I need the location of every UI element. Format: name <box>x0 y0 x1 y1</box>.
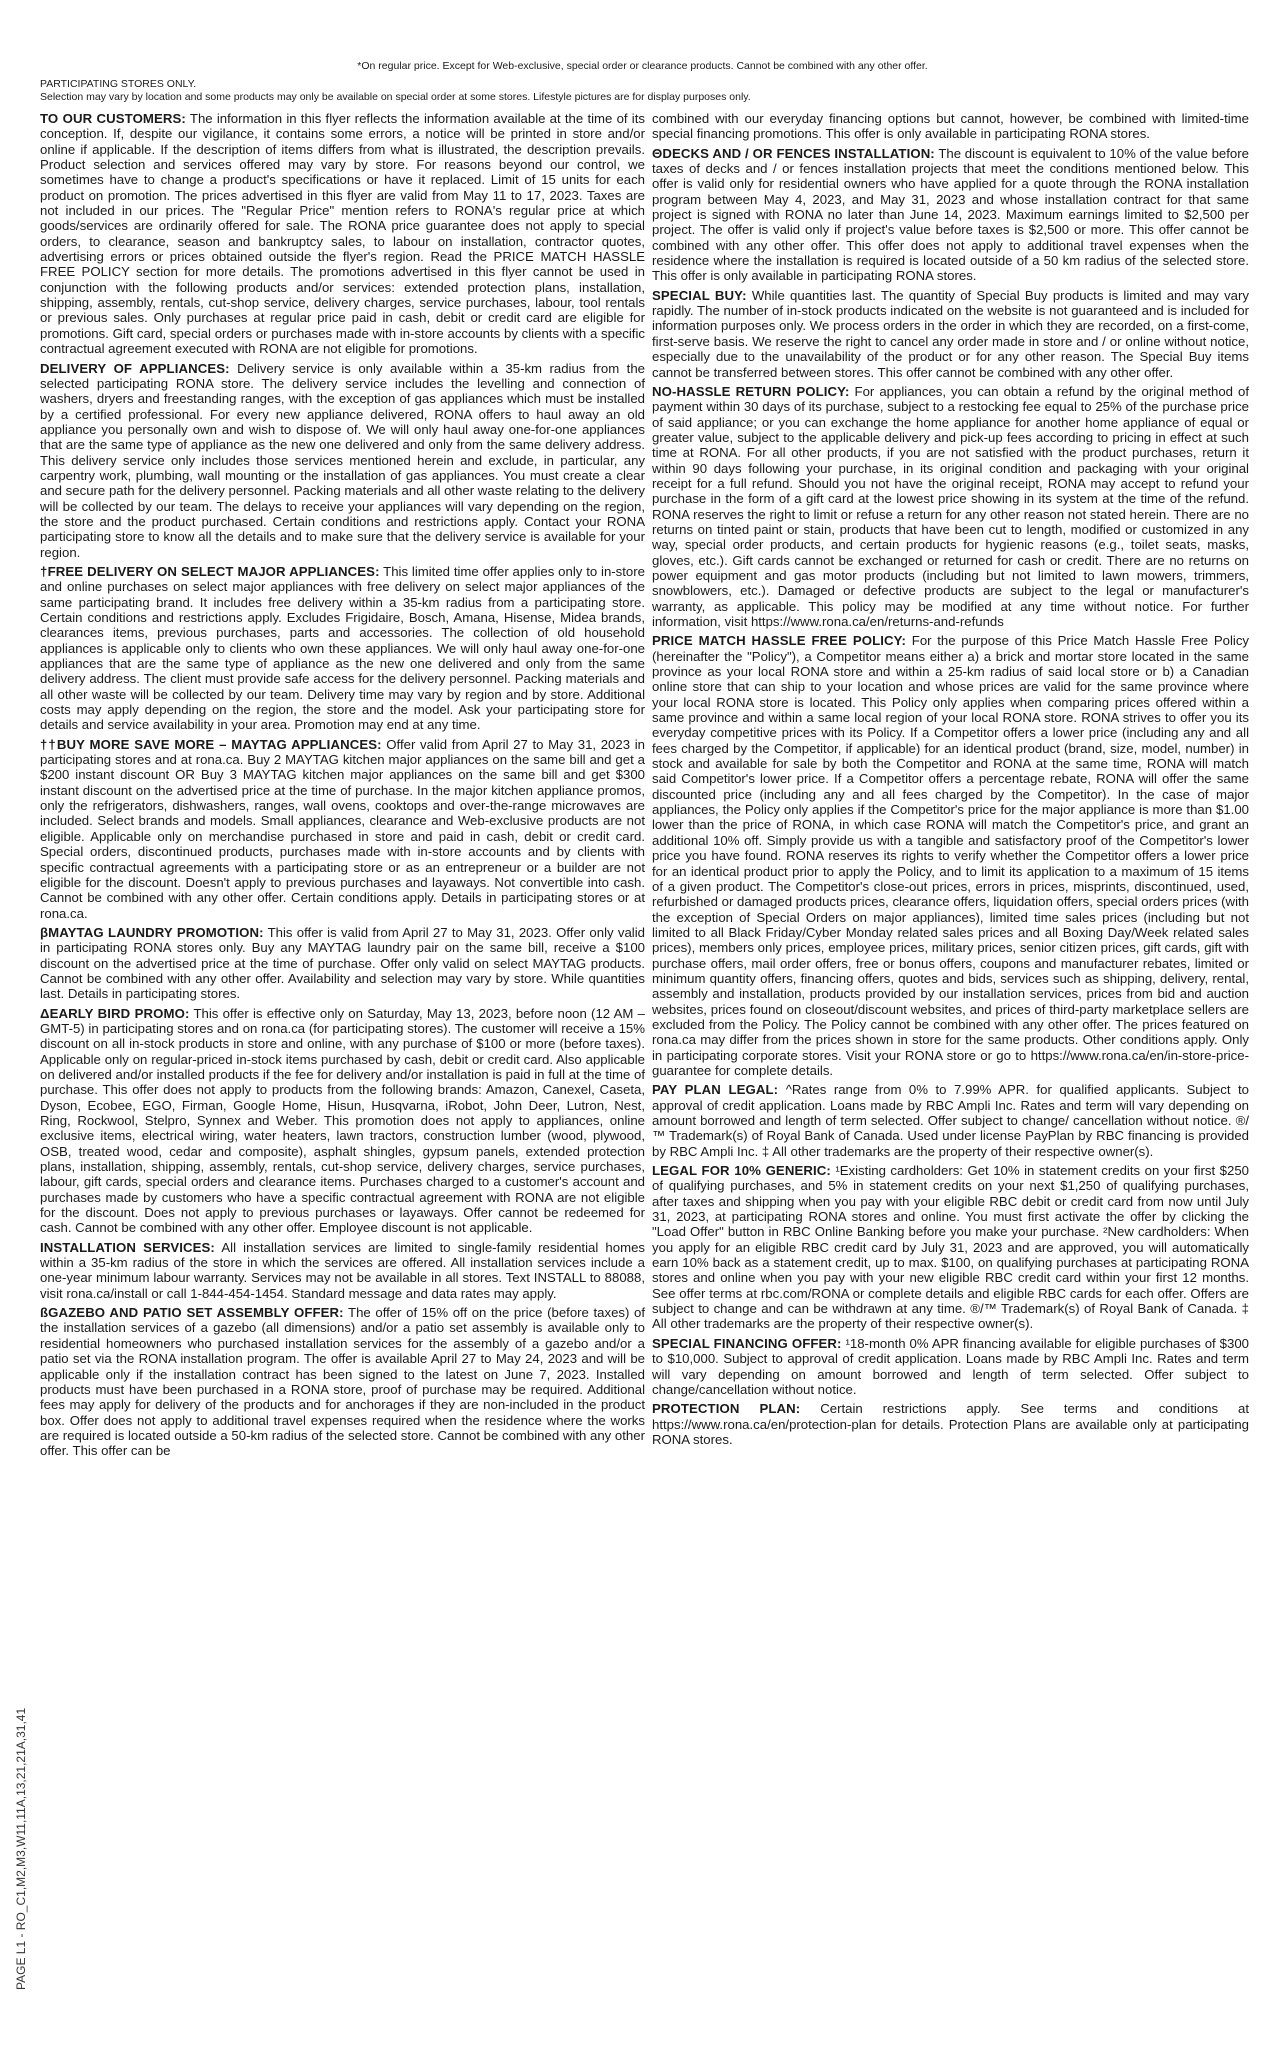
paragraph-heading: ΘDECKS AND / OR FENCES INSTALLATION: <box>652 145 935 161</box>
legal-paragraph <box>652 1163 1249 1332</box>
legal-paragraph <box>652 384 1249 630</box>
paragraph-text: Delivery service is only available within a 35-km radius from the selected participating RONA store. The delivery service includes the levelling and connection of washers, dryers and freestanding ranges, with the exception of gas appliances which must be installed by a certified professional. For every new appliance delivered, RONA offers to haul away an old appliance you personally own and wish to dispose of. We will only haul away one-for-one appliances that are the same type of appliance as the new one delivered and only from the same delivery address. This delivery service only includes those services mentioned herein and exclude, in particular, any carpentry work, plumbing, wall mounting or the installation of gas appliances. You must create a clear and secure path for the delivery personnel. Packing materials and all other waste relating to the delivery will be collected by our team. The delays to receive your appliances will vary depending on the region, the store and the product purchased. Certain conditions and restrictions apply. Contact your RONA participating store to know all the details and to make sure that the delivery service is available for your region. <box>40 360 645 560</box>
paragraph-text: The discount is equivalent to 10% of the value before taxes of decks and / or fences installation projects that meet the conditions mentioned below. This offer is valid only for residential owners who have applied for a quote through the RONA installation program between May 4, 2023, and May 31, 2023 and whose installation contract for that same project is signed with RONA no later than June 14, 2023. Maximum earnings limited to $2,500 per project. The offer is valid only if project's value before taxes is $2,500 or more. This offer cannot be combined with any other offer. This offer does not apply to additional travel expenses when the residence where the installation is required is located outside of a 50 km radius of the selected store. This offer is only available in participating RONA stores. <box>652 145 1249 284</box>
legal-paragraph <box>40 1240 645 1301</box>
legal-paragraph <box>40 361 645 560</box>
paragraph-text: ¹Existing cardholders: Get 10% in statement credits on your first $250 of qualifying purchases, and 5% in statement credits on your next $1,250 of qualifying purchases, after taxes and shipping when you pay with your eligible RBC debit or credit card from now until July 31, 2023, at participating RONA stores and online. You must first activate the offer by clicking the "Load Offer" button in RBC Online Banking before you make your purchase. ²New cardholders: When you apply for an eligible RBC credit card by July 31, 2023 and are approved, you will automatically earn 10% back as a statement credit, up to max. $100, on qualifying purchases at participating RONA stores and online when you pay with your new eligible RBC credit card within your first 12 months. See offer terms at rbc.com/RONA or complete details and eligible RBC cards for each offer. Offers are subject to change and can be withdrawn at any time. ®/™ Trademark(s) of Royal Bank of Canada. ‡ All other trademarks are the property of their respective owner(s). <box>652 1163 1249 1332</box>
paragraph-text: ^Rates range from 0% to 7.99% APR. for qualified applicants. Subject to approval of credit application. Loans made by RBC Ampli Inc. Rates and term will vary depending on amount borrowed and length of term selected. Offer subject to change/ cancellation without notice. ®/™ Trademark(s) of Royal Bank of Canada. Used under license PayPlan by RBC financing is provided by RBC Ampli Inc. ‡ All other trademarks are the property of their respective owner(s). <box>652 1082 1249 1159</box>
paragraph-heading: ΔEARLY BIRD PROMO: <box>40 1005 190 1021</box>
paragraph-heading: PRICE MATCH HASSLE FREE POLICY: <box>652 633 907 649</box>
paragraph-text: For appliances, you can obtain a refund by the original method of payment within 30 days of its purchase, subject to a restocking fee equal to 25% of the purchase price of said appliance; or you can exchange the home appliance for another home appliance of equal or greater value, subject to the applicable delivery and pick-up fees according to pricing in effect at such time at RONA. For all other products, if you are not satisfied with the product purchases, return it within 90 days following your purchase, in its original condition and packaging with your original receipt for a full refund. Should you not have the original receipt, RONA may accept to refund your purchase in the form of a gift card at the lowest price showing in its system at the time of the refund. RONA reserves the right to limit or refuse a return for any other reason not stated herein. There are no returns on tinted paint or stain, products that have been cut to length, modified or customized in any way, special order products, and certain products for hygienic reasons (e.g., toilet seats, masks, gloves, etc.). Gift cards cannot be exchanged or returned for cash or credit. There are no returns on power equipment and gas motor products (including but not limited to lawn mowers, trimmers, snowblowers, etc.). Damaged or defective products are subject to the legal or manufacturer's warranty, as applicable. This policy may be modified at any time without notice. For further information, visit https://www.rona.ca/en/returns-and-refunds <box>652 383 1250 629</box>
header-notes <box>40 78 1250 104</box>
legal-paragraph <box>652 1336 1249 1397</box>
paragraph-text: Certain restrictions apply. See terms and conditions at https://www.rona.ca/en/protection-plan for details. Protection Plans are available only at participating RONA stores. <box>652 1401 1249 1447</box>
legal-paragraph <box>40 1006 645 1236</box>
paragraph-heading: TO OUR CUSTOMERS: <box>40 111 186 126</box>
paragraph-text: The offer of 15% off on the price (before taxes) of the installation services of a gazebo (all dimensions) and/or a patio set assembly is available only to residential homeowners who purchased installation services for the assembly of a gazebo and/or a patio set via the RONA installation program. The offer is available April 27 to May 24, 2023 and will be applicable only if the installation contract has been signed to the latest on June 7, 2023. Installed products must have been purchased in a RONA store, proof of purchase may be required. Additional fees may apply for delivery of the products and for anchorages if they are non-included in the product box. Offer does not apply to additional travel expenses required when the residence where the works are required is located outside a 50-km radius of the selected store. Cannot be combined with any other offer. This offer can be <box>40 1305 646 1459</box>
paragraph-text: combined with our everyday financing options but cannot, however, be combined with limited-time special financing promotions. This offer is only available in participating RONA stores. <box>652 111 1249 142</box>
page-code: PAGE L1 - RO_C1,M2,M3,W11,11A,13,21,21A,31,41 <box>14 1707 28 1990</box>
paragraph-heading: ††BUY MORE SAVE MORE – MAYTAG APPLIANCES: <box>40 736 382 752</box>
paragraph-text: For the purpose of this Price Match Hassle Free Policy (hereinafter the "Policy"), a Competitor means either a) a brick and mortar store located in the same province as your local RONA store and within a 25-km radius of said local store or b) a Canadian online store that can ship to your location and whose prices are valid for the same province where your local RONA store is located. This Policy only applies when comparing prices offered within a same province and within a same local region of your local RONA store. RONA strives to offer you its everyday competitive prices with its Policy. If a Competitor offers a lower price (including any and all fees charged by the Competitor, if applicable) for an identical product (brand, size, model, number) in stock and available for sale by both the Competitor and RONA at the same time, RONA will match said Competitor's lower price. If a Competitor offers a percentage rebate, RONA will offer the same discounted price (including any and all fees charged by the Competitor). In the case of major appliances, the Policy only applies if the Competitor's price for the major appliance is more than $1.00 lower than the price of RONA, in which case RONA will match the Competitor's price, and grant an additional 10% off. Simply provide us with a tangible and satisfactory proof of the Competitor's lower price you have found. RONA reserves its rights to verify whether the Competitor offers a lower price for an identical product prior to apply the Policy, and to limit its application to a maximum of 15 items of a given product. The Competitor's close-out prices, errors in prices, misprints, discontinued, used, refurbished or damaged products prices, clearance offers, liquidation offers, special orders prices (with the exception of Special Orders on major appliances), limited time sales prices (including but not limited to all Black Friday/Cyber Monday related sales prices and all Boxing Day/Week related sales prices), members only prices, employee prices, military prices, senior citizen prices, gift cards, gift with purchase offers, mail order offers, free or bonus offers, coupons and manufacturer rebates, limited or minimum quantity offers, financing offers, quotes and bids, services such as shipping, delivery, rental, assembly and installation, products provided by our installation services, prices from bid and auction websites, prices found on closeout/discount websites, and prices of third-party marketplace sellers are excluded from the Policy. The Policy cannot be combined with any other offer. The prices featured on rona.ca may differ from the prices shown in store for the same products. Other conditions apply. Only in participating corporate stores. Visit your RONA store or go to https://www.rona.ca/en/in-store-price-guarantee for complete details. <box>652 633 1250 1078</box>
paragraph-text: This offer is effective only on Saturday, May 13, 2023, before noon (12 AM – GMT-5) in participating stores and on rona.ca (for participating stores). The customer will receive a 15% discount on all in-stock products in store and online, with any purchase of $100 or more (before taxes). Applicable only on regular-priced in-stock items purchased by cash, debit or credit card. Also applicable on delivered and/or installed products if the fee for delivery and/or installation is paid in full at the time of purchase. This offer does not apply to products from the following brands: Amazon, Canexel, Caseta, Dyson, Ecobee, EGO, Firman, Google Home, Hisun, Husqvarna, iRobot, John Deer, Lutron, Nest, Ring, Rockwool, Stelpro, Synnex and Weber. This promotion does not apply to appliances, online exclusive items, electrical wiring, water heaters, lawn tractors, construction lumber (wood, plywood, OSB, treated wood, cedar and composite), asphalt shingles, gypsum panels, extended protection plans, installation, shipping, assembly, rentals, cut-shop service, delivery charges, service purchases, labour, gift cards, special orders and clearance items. Purchases charged to a customer's account and purchases made by customers who have a specific contractual agreement with RONA are not eligible for the discount. Does not apply to previous purchases or layaways. Offer cannot be redeemed for cash. Cannot be combined with any other offer. Employee discount is not applicable. <box>40 1005 645 1236</box>
legal-paragraph <box>652 111 1249 142</box>
paragraph-heading: SPECIAL FINANCING OFFER: <box>652 1335 842 1351</box>
paragraph-heading: DELIVERY OF APPLIANCES: <box>40 360 230 376</box>
legal-paragraph <box>40 925 645 1002</box>
participating-stores-note: PARTICIPATING STORES ONLY. <box>40 78 197 90</box>
selection-note: Selection may vary by location and some products may only be available on special order at some stores. Lifestyle pictures are for display purposes only. <box>40 91 751 103</box>
legal-paragraph <box>652 1082 1249 1159</box>
legal-paragraph <box>652 633 1249 1078</box>
legal-paragraph <box>652 146 1249 284</box>
legal-paragraph <box>40 111 645 357</box>
paragraph-text: While quantities last. The quantity of Special Buy products is limited and may vary rapidly. The number of in-stock products indicated on the website is not guaranteed and is included for information purposes only. We process orders in the order in which they are recorded, on a first-come, first-serve basis. We reserve the right to cancel any order made in store and / or online without notice, especially due to the unavailability of the product or for any other reason. The Special Buy items cannot be transferred between stores. This offer cannot be combined with any other offer. <box>652 287 1249 380</box>
paragraph-heading: LEGAL FOR 10% GENERIC: <box>652 1163 831 1179</box>
paragraph-heading: INSTALLATION SERVICES: <box>40 1239 215 1255</box>
legal-paragraph <box>652 288 1249 380</box>
paragraph-heading: ßGAZEBO AND PATIO SET ASSEMBLY OFFER: <box>40 1305 344 1321</box>
paragraph-heading: NO-HASSLE RETURN POLICY: <box>652 383 850 399</box>
legal-paragraph <box>40 564 645 733</box>
paragraph-text: This offer is valid from April 27 to May 31, 2023. Offer only valid in participating RONA stores only. Buy any MAYTAG laundry pair on the same bill, receive a $100 discount on the advertised price at the time of purchase. Offer only valid on select MAYTAG products. Cannot be combined with any other offer. Availability and selection may vary by store. While quantities last. Details in participating stores. <box>40 924 645 1002</box>
legal-paragraph <box>40 737 645 921</box>
legal-paragraph <box>40 1305 645 1458</box>
right-column <box>652 111 1249 1451</box>
legal-paragraph <box>652 1401 1249 1447</box>
paragraph-text: Offer valid from April 27 to May 31, 2023 in participating stores and at rona.ca. Buy 2 MAYTAG kitchen major appliances on the same bill and get a $200 instant discount OR Buy 3 MAYTAG kitchen major appliances on the same bill and get $300 instant discount on the advertised price at the time of purchase. In the major kitchen appliance promos, only the refrigerators, dishwashers, ranges, wall ovens, cooktops and over-the-range microwaves are included. Select brands and models. Small appliances, clearance and Web-exclusive products are not eligible. Applicable only on merchandise purchased in store and paid in cash, debit or credit card. Special orders, discontinued products, purchases made with in-store accounts and by clients with specific contractual agreements with a participating store or as an entrepreneur or a builder are not eligible for the discount. Doesn't apply to previous purchases and layaways. Not convertible into cash. Cannot be combined with any other offer. Certain conditions apply. Details in participating stores or at rona.ca. <box>40 736 645 921</box>
regular-price-note: *On regular price. Except for Web-exclusive, special order or clearance products. Cannot be combined with any other offer. <box>357 60 928 72</box>
paragraph-text: The information in this flyer reflects the information available at the time of its conception. If, despite our vigilance, it contains some errors, a notice will be printed in store and/or online if applicable. If the description of items differs from what is illustrated, the description prevails. Product selection and services offered may vary by store. For reasons beyond our control, we sometimes have to change a product's specifications or have it replaced. Limit of 15 units for each product on promotion. The prices advertised in this flyer are valid from May 11 to 17, 2023. Taxes are not included in our prices. The "Regular Price" mention refers to RONA's regular price at which goods/services are ordinarily offered for sale. The RONA price guarantee does not apply to special orders, to clearance, season and bankruptcy sales, to labour on installation, contractor quotes, advertising errors or prices obtained outside the flyer's region. Read the PRICE MATCH HASSLE FREE POLICY section for more details. The promotions advertised in this flyer cannot be used in conjunction with the following products and/or services: extended protection plans, installation, shipping, assembly, rentals, cut-shop service, delivery charges, service purchases, labour, tool rentals or previous sales. Only purchases at regular price paid in cash, debit or credit card are eligible for promotions. Gift card, special orders or purchases made with in-store accounts by clients with a specific contractual agreement executed with RONA are not eligible for promotions. <box>40 111 645 357</box>
paragraph-text: All installation services are limited to single-family residential homes within a 35-km radius of the store in which the services are offered. All installation services include a one-year minimum labour warranty. Services may not be available in all stores. Text INSTALL to 88088, visit rona.ca/install or call 1-844-454-1454. Standard message and data rates may apply. <box>40 1239 645 1301</box>
paragraph-text: ¹18-month 0% APR financing available for eligible purchases of $300 to $10,000. Subject to approval of credit application. Loans made by RBC Ampli Inc. Rates and term will vary depending on amount borrowed and length of term selected. Offer subject to change/cancellation without notice. <box>652 1335 1250 1397</box>
paragraph-heading: PAY PLAN LEGAL: <box>652 1082 779 1098</box>
paragraph-heading: βMAYTAG LAUNDRY PROMOTION: <box>40 924 264 940</box>
paragraph-text: This limited time offer applies only to in-store and online purchases on select major appliances with free delivery on select major appliances of the same participating brand. It includes free delivery within a 35-km radius from a participating store. Certain conditions and restrictions apply. Excludes Frigidaire, Bosch, Amana, Hisense, Midea brands, clearances items, previous purchases, parts and accessories. The collection of old household appliances is applicable only to clients who own these appliances. We will only haul away one-for-one appliances that are the same type of appliance as the new one delivered and only from the same delivery address. The client must provide safe access for the delivery personnel. Packing materials and all other waste will be collected by our team. Delivery time may vary by region and by store. Additional costs may apply depending on the region, the store and the model. Ask your participating store for details and service availability in your area. Promotion may end at any time. <box>40 563 645 733</box>
paragraph-heading: SPECIAL BUY: <box>652 287 747 303</box>
left-column <box>40 111 645 1463</box>
paragraph-heading: †FREE DELIVERY ON SELECT MAJOR APPLIANCES: <box>40 563 380 579</box>
paragraph-heading: PROTECTION PLAN: <box>652 1401 801 1417</box>
